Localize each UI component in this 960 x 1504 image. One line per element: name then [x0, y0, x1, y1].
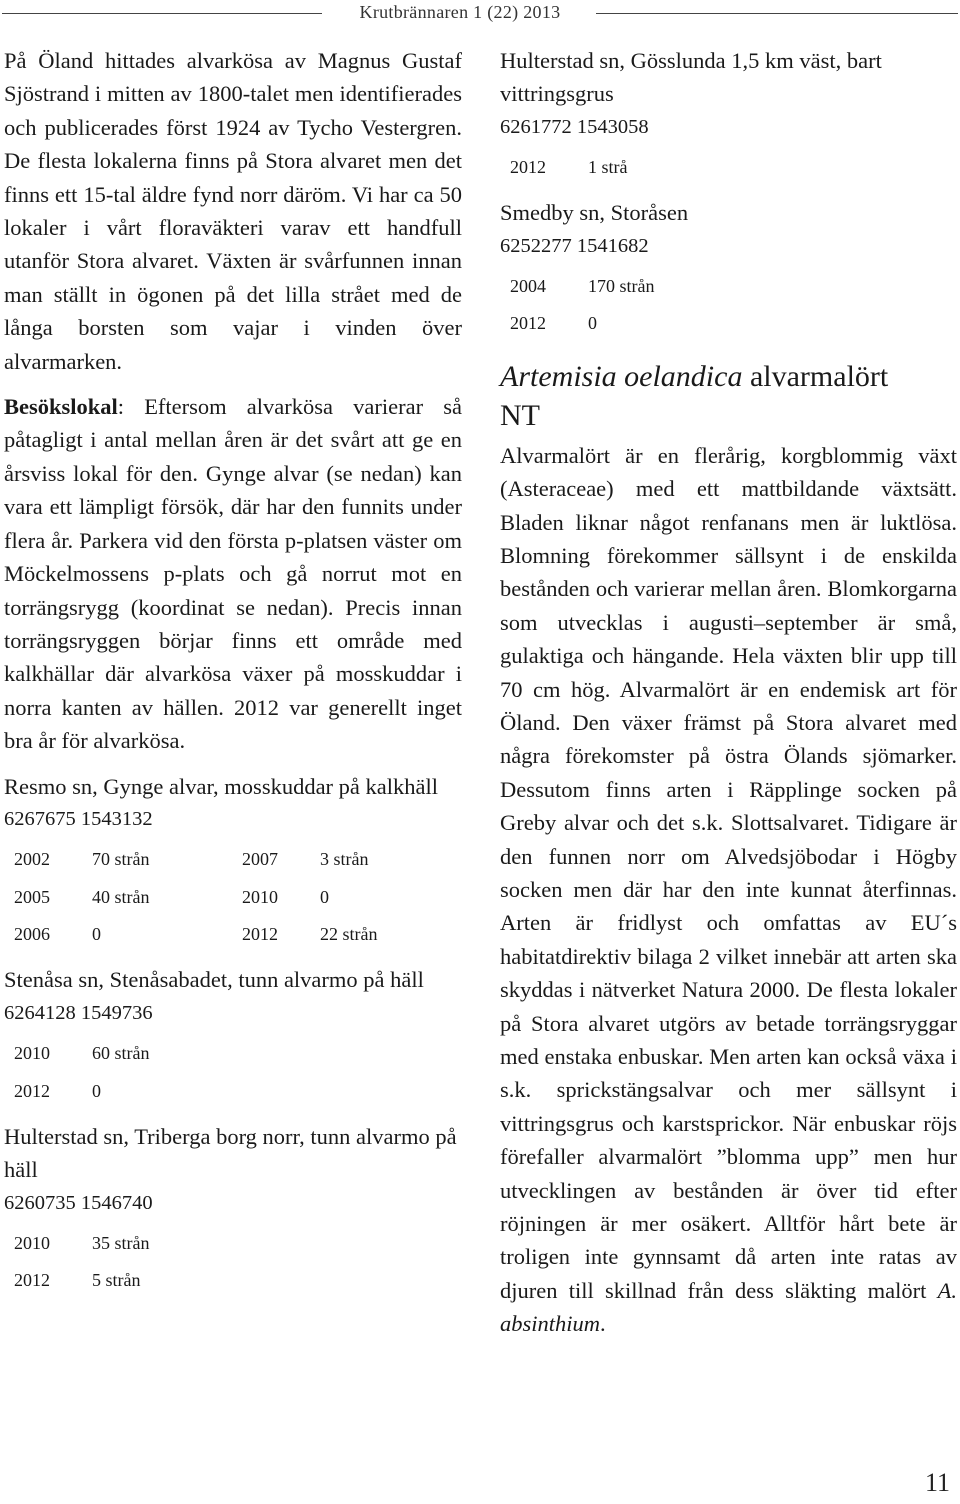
table-row — [4, 1262, 150, 1300]
count-table — [4, 1225, 150, 1300]
site-coordinates: 6252277 1541682 — [500, 234, 649, 257]
site-entry — [500, 44, 957, 186]
description-text: Alvarmalört är en flerårig, korgblommig växt (Asteraceae) med ett mattbildande växtsätt. Bladen liknar något renfanans men är luktlösa. Blomning förekommer sällsynt i de enskilda bestånden och varierar mellan åren. Blomkorgarna som utvecklas i augusti–september är små, gulaktiga och hängande. Hela växten blir upp till 70 cm hög. Alvarmalört är en endemisk art för Öland. Den växer främst på Stora alvaret med några förekomster på östra Ölands sjömarker. Dessutom finns arten i Räpplinge socken på Greby alvar och det s.k. Slottsalvaret. Tidigare är den funnen norr om Alvedsjöbodar i Högby socken men där har den inte kunnat återfinnas. Arten är fridlyst och omfattas av EU´s habitatdirektiv bilaga 2 vilket innebär att arten ska skyddas i nätverket Natura 2000. De flesta lokaler på Stora alvaret utgörs av betade torrängsryggar med enstaka enbuskar. Men arten kan också växa i s.k. sprickstängsalvar och mer sällsynt i vittringsgrus och karstsprickor. När enbuskar röjs förefaller alvarmalört ”blomma upp” men hur utvecklingen av bestånden är över tid efter röjningen är mer osäkert. Alltför hårt bete är troligen inte gynnsamt då arten inte ratas av djuren till skillnad från dess släkting malört — [500, 442, 957, 1303]
species-latin-name: Artemisia oelandica — [500, 359, 743, 393]
site-coordinates: 6261772 1543058 — [500, 115, 649, 138]
right-column — [500, 44, 957, 1353]
site-coordinates: 6264128 1549736 — [4, 1001, 153, 1024]
table-row — [4, 878, 378, 916]
count-cell: 5 strån — [92, 1270, 141, 1291]
year-cell: 2012 — [510, 313, 546, 334]
count-cell: 35 strån — [92, 1232, 150, 1253]
header-rule-left — [2, 13, 322, 14]
running-header — [0, 0, 960, 30]
year-cell: 2012 — [242, 924, 278, 945]
count-cell: 0 — [320, 886, 329, 907]
year-cell: 2010 — [14, 1043, 50, 1064]
table-row — [500, 268, 655, 306]
site-title: Smedby sn, Storåsen — [500, 200, 689, 226]
site-title: Hulterstad sn, Triberga borg norr, tunn alvarmo på häll — [4, 1123, 457, 1183]
count-cell: 0 — [588, 313, 597, 334]
count-table — [500, 149, 628, 187]
description-end: . — [600, 1311, 606, 1337]
table-row — [500, 149, 628, 187]
site-title: Stenåsa sn, Stenåsabadet, tunn alvarmo på häll — [4, 967, 424, 993]
count-cell: 40 strån — [92, 886, 150, 907]
visit-paragraph — [4, 390, 462, 757]
site-entry — [4, 770, 462, 954]
year-cell: 2005 — [14, 886, 50, 907]
year-cell: 2012 — [14, 1080, 50, 1101]
redlist-status: NT — [500, 398, 540, 432]
page-number: 11 — [925, 1468, 951, 1497]
year-cell: 2012 — [14, 1270, 50, 1291]
site-coordinates: 6267675 1543132 — [4, 807, 153, 830]
site-entry — [4, 963, 462, 1109]
table-row — [4, 1225, 150, 1263]
count-cell: 70 strån — [92, 849, 150, 870]
table-row — [4, 916, 378, 954]
count-table — [4, 1035, 150, 1110]
count-table — [500, 268, 655, 343]
count-cell: 22 strån — [320, 924, 378, 945]
table-row — [4, 1035, 150, 1073]
count-cell: 170 strån — [588, 275, 655, 296]
table-row — [4, 1072, 150, 1110]
table-row — [4, 841, 378, 879]
visit-text: : Eftersom alvarkösa varierar så påtagligt i antal mellan åren är det svårt att ge en årsviss lokal för den. Gynge alvar (se nedan) kan vara ett lämpligt försök, där har den funnits under flera år. Parkera vid den första p-platsen väster om Möckelmossens p-plats och gå norrut mot en torrängsrygg (koordinat se nedan). Precis innan torrängsryggen börjar finns ett område med kalkhällar där alvarkösa växer på mosskuddar i norra kanten av hällen. 2012 var generellt inget bra år för alvarkösa. — [4, 394, 462, 754]
count-cell: 3 strån — [320, 849, 369, 870]
site-title: Resmo sn, Gynge alvar, mosskuddar på kalkhäll — [4, 773, 439, 799]
site-coordinates: 6260735 1546740 — [4, 1191, 153, 1214]
year-cell: 2002 — [14, 849, 50, 870]
count-cell: 0 — [92, 924, 101, 945]
visit-label: Besökslokal — [4, 394, 118, 420]
count-table — [4, 841, 378, 954]
species-description — [500, 439, 957, 1341]
table-row — [500, 305, 655, 343]
count-cell: 1 strå — [588, 157, 628, 178]
count-cell: 60 strån — [92, 1043, 150, 1064]
count-cell: 0 — [92, 1080, 101, 1101]
site-entry — [500, 196, 957, 342]
year-cell: 2010 — [242, 886, 278, 907]
species-common-name: alvarmalört — [742, 359, 889, 393]
running-title: Krutbrännaren 1 (22) 2013 — [359, 2, 561, 22]
site-title: Hulterstad sn, Gösslunda 1,5 km väst, bart vittringsgrus — [500, 48, 882, 107]
species-heading — [500, 357, 957, 397]
site-entry — [4, 1120, 462, 1300]
header-rule-right — [596, 13, 958, 14]
description-italic-name: A. absinthium — [500, 1277, 957, 1337]
year-cell: 2010 — [14, 1232, 50, 1253]
year-cell: 2006 — [14, 924, 50, 945]
year-cell: 2007 — [242, 849, 278, 870]
left-column — [4, 44, 462, 1310]
year-cell: 2004 — [510, 275, 546, 296]
intro-paragraph: På Öland hittades alvarkösa av Magnus Gustaf Sjöstrand i mitten av 1800-talet men identifierades och publicerades först 1924 av Tycho Vestergren. De flesta lokalerna finns på Stora alvaret men det finns ett 15-tal äldre fynd norr däröm. Vi har ca 50 lokaler i vårt floraväkteri varav ett handfull utanför Stora alvaret. Växten är svårfunnen innan man ställt in ögonen på det lilla strået med de långa borsten som vajar i vinden över alvarmarken. — [4, 48, 462, 374]
year-cell: 2012 — [510, 157, 546, 178]
